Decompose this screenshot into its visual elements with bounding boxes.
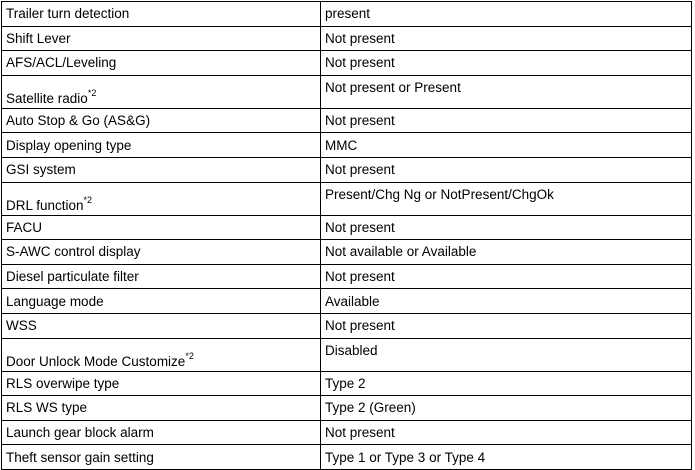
item-label: RLS overwipe type [2,371,321,396]
table-row [2,240,692,265]
spec-table-body [2,2,692,470]
item-label: WSS [2,313,321,338]
table-row [2,26,692,51]
item-value: MMC [321,133,692,158]
footnote-marker: *2 [185,351,194,362]
table-row [2,75,692,108]
item-value: Type 1 or Type 3 or Type 4 [321,445,692,470]
item-value: Not present [321,313,692,338]
item-label: FACU [2,215,321,240]
item-label: S-AWC control display [2,240,321,265]
footnote-marker: *2 [83,195,93,206]
item-value: Not present [321,420,692,445]
item-value: Present/Chg Ng or NotPresent/ChgOk [321,182,692,215]
item-label: DRL function$^{*2}$ [2,182,321,215]
table-row [2,264,692,289]
item-value: present [321,2,692,27]
item-label: Trailer turn detection [2,2,321,27]
item-value: Type 2 [321,371,692,396]
table-row [2,215,692,240]
item-label: AFS/ACL/Leveling [2,51,321,76]
item-value: Available [321,289,692,314]
table-row [2,2,692,27]
item-label: Auto Stop & Go (AS&G) [2,108,321,133]
item-value: Not present or Present [321,75,692,108]
item-label: Language mode [2,289,321,314]
table-row [2,51,692,76]
table-row [2,313,692,338]
table-row [2,108,692,133]
item-label: Satellite radio$^{*2}$ [2,75,321,108]
table-row [2,182,692,215]
table-row [2,371,692,396]
item-value: Disabled [321,338,692,371]
item-label: Theft sensor gain setting [2,445,321,470]
item-value: Not available or Available [321,240,692,265]
item-label: Diesel particulate filter [2,264,321,289]
item-value: Not present [321,215,692,240]
item-value: Not present [321,26,692,51]
item-value: Not present [321,51,692,76]
footnote-marker: *2 [87,88,97,99]
item-label: Display opening type [2,133,321,158]
item-label: Launch gear block alarm [2,420,321,445]
table-row [2,420,692,445]
item-value: Type 2 (Green) [321,396,692,421]
spec-table [1,1,692,470]
table-row [2,396,692,421]
table-row [2,133,692,158]
item-value: Not present [321,264,692,289]
item-label: GSI system [2,157,321,182]
item-label: Shift Lever [2,26,321,51]
table-row [2,445,692,470]
table-row [2,157,692,182]
item-label: RLS WS type [2,396,321,421]
item-value: Not present [321,108,692,133]
table-row [2,289,692,314]
item-label: Door Unlock Mode Customize$^{*2}$ [2,338,321,371]
item-value: Not present [321,157,692,182]
table-row [2,338,692,371]
